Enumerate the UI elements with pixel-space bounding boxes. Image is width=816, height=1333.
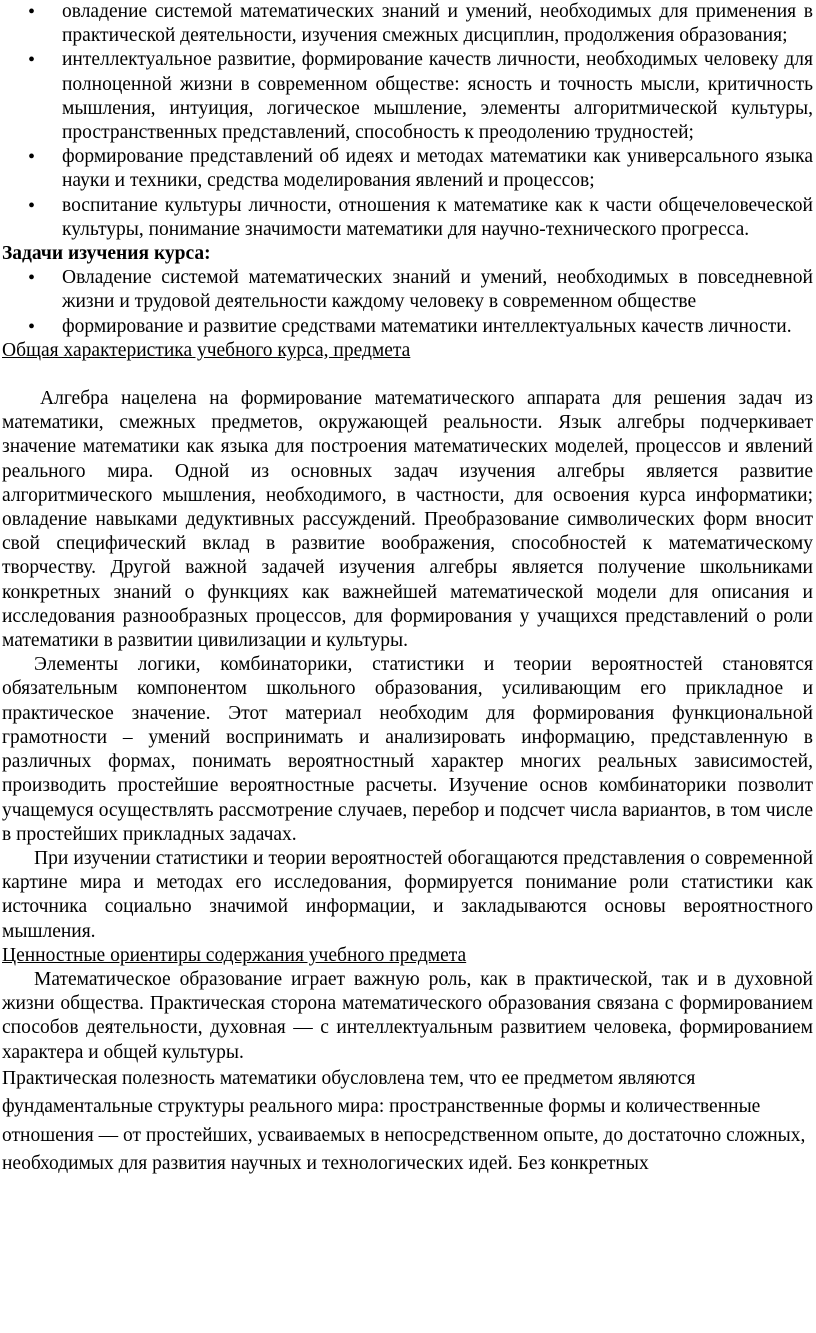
list-item: • формирование и развитие средствами математики интеллектуальных качеств личности. bbox=[2, 315, 813, 339]
values-section-heading: Ценностные ориентиры содержания учебного предмета bbox=[2, 944, 467, 966]
paragraph: Практическая полезность математики обусловлена тем, что ее предметом являются фундаментальные структуры реального мира: пространственные формы и количественные отношения — от простейших, усваиваемых в непосредственном опыте, до достаточно сложных, необходимых для развития научных и технологических идей. Без конкретных bbox=[2, 1067, 806, 1175]
paragraph: Элементы логики, комбинаторики, статистики и теории вероятностей становятся обязательным компонентом школьного образования, усиливающим его прикладное и практическое значение. Этот материал необходим для формирования функциональной грамотности – умений воспринимать и анализировать информацию, представленную в различных формах, понимать вероятностный характер многих реальных зависимостей, производить простейшие вероятностные расчеты. Изучение основ комбинаторики позволит учащемуся осуществлять рассмотрение случаев, перебор и подсчет числа вариантов, в том числе в простейших прикладных задачах. bbox=[2, 654, 813, 845]
list-item: • формирование представлений об идеях и методах математики как универсального языка науки и техники, средства моделирования явлений и процессов; bbox=[2, 145, 813, 193]
list-item: • овладение системой математических знаний и умений, необходимых для применения в практической деятельности, изучения смежных дисциплин, продолжения образования; bbox=[2, 0, 813, 48]
paragraph: Алгебра нацелена на формирование математического аппарата для решения задач из математики, смежных предметов, окружающей реальности. Язык алгебры подчеркивает значение математики как языка для построения математических моделей, процессов и явлений реального мира. Одной из основных задач изучения алгебры является развитие алгоритмического мышления, необходимого, в частности, для освоения курса информатики; овладение навыками дедуктивных рассуждений. Преобразование символических форм вносит свой специфический вклад в развитие воображения, способностей к математическому творчеству. Другой важной задачей изучения алгебры является получение школьниками конкретных знаний о функциях как важнейшей математической модели для описания и исследования разнообразных процессов, для формирования у учащихся представлений о роли математики в развитии цивилизации и культуры. bbox=[2, 388, 813, 652]
goals-list bbox=[2, 0, 813, 242]
list-item: • интеллектуальное развитие, формирование качеств личности, необходимых человеку для полноценной жизни в современном обществе: ясность и точность мысли, критичность мышления, интуиция, логическое мышление, элементы алгоритмической культуры, пространственных представлений, способность к преодолению трудностей; bbox=[2, 48, 813, 145]
spacer bbox=[2, 363, 813, 387]
paragraph: При изучении статистики и теории вероятностей обогащаются представления о современной картине мира и методах его исследования, формируется понимание роли статистики как источника социально значимой информации, и закладываются основы вероятностного мышления. bbox=[2, 847, 813, 942]
list-item: • Овладение системой математических знаний и умений, необходимых в повседневной жизни и трудовой деятельности каждому человеку в современном обществе bbox=[2, 266, 813, 314]
tasks-heading: Задачи изучения курса: bbox=[2, 243, 211, 265]
paragraph: Математическое образование играет важную роль, как в практической, так и в духовной жизни общества. Практическая сторона математического образования связана с формированием способов деятельности, духовная — с интеллектуальным развитием человека, формированием характера и общей культуры. bbox=[2, 968, 813, 1063]
tasks-list bbox=[2, 266, 813, 339]
general-section-heading: Общая характеристика учебного курса, предмета bbox=[2, 339, 411, 361]
list-item: • воспитание культуры личности, отношения к математике как к части общечеловеческой культуры, понимание значимости математики для научно-технического прогресса. bbox=[2, 194, 813, 242]
